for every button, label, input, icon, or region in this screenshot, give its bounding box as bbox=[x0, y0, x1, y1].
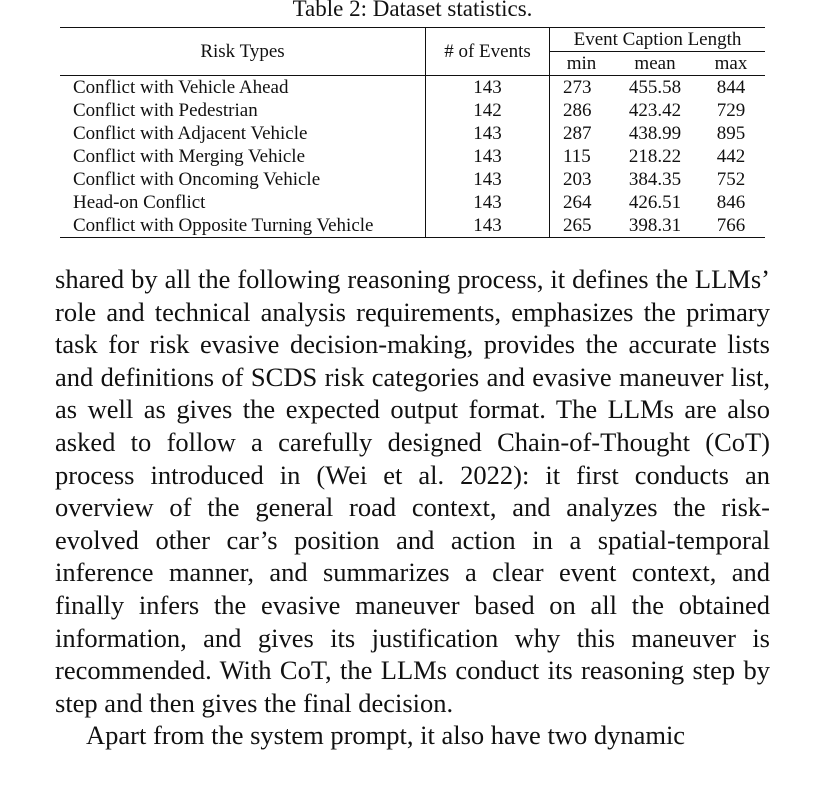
header-mean: mean bbox=[634, 53, 676, 74]
header-risk-types: Risk Types bbox=[60, 28, 426, 76]
risk-type-cell: Conflict with Oncoming Vehicle bbox=[60, 168, 426, 191]
risk-type-cell: Head-on Conflict bbox=[60, 191, 426, 214]
max-cell: 729 bbox=[716, 100, 746, 121]
min-cell: 265 bbox=[550, 214, 614, 238]
min-cell: 203 bbox=[563, 169, 592, 190]
min-cell: 286 bbox=[563, 100, 592, 121]
mean-cell: 398.31 bbox=[613, 214, 697, 238]
mean-cell: 438.99 bbox=[628, 123, 682, 144]
risk-type-cell: Conflict with Merging Vehicle bbox=[60, 145, 426, 168]
max-cell: 844 bbox=[697, 76, 765, 100]
mean-cell: 384.35 bbox=[628, 169, 682, 190]
table-caption: Table 2: Dataset statistics. bbox=[292, 0, 533, 21]
events-cell: 143 bbox=[426, 145, 550, 168]
events-cell: 143 bbox=[426, 122, 550, 145]
header-caption-length: Event Caption Length bbox=[550, 28, 766, 52]
table-row bbox=[60, 122, 765, 145]
max-cell: 846 bbox=[716, 192, 746, 213]
events-cell: 143 bbox=[426, 76, 550, 100]
table-row bbox=[60, 76, 765, 100]
risk-type-cell: Conflict with Adjacent Vehicle bbox=[60, 122, 426, 145]
mean-cell: 218.22 bbox=[628, 146, 682, 167]
table-row bbox=[60, 168, 765, 191]
mean-cell: 455.58 bbox=[613, 76, 697, 100]
events-cell: 143 bbox=[426, 168, 550, 191]
min-cell: 287 bbox=[563, 123, 592, 144]
table-row bbox=[60, 214, 765, 238]
min-cell: 273 bbox=[550, 76, 614, 100]
min-cell: 115 bbox=[563, 146, 591, 167]
paragraph: shared by all the following reasoning process, it defines the LLMs’ role and technical analysis requirements, emphasizes the primary task for risk evasive decision-making, provides the accurate lists and definitions of SCDS risk categories and evasive maneuver list, as well as gives the expected output format. The LLMs are also asked to follow a carefully designed Chain-of-Thought (CoT) process introduced in (Wei et al. 2022): it first conducts an overview of the general road context, and analyzes the risk-evolved other car’s position and action in a spatial-temporal inference manner, and summarizes a clear event context, and finally infers the evasive maneuver based on all the obtained information, and gives its justification why this maneuver is recommended. With CoT, the LLMs conduct its reasoning step by step and then gives the final decision. bbox=[55, 264, 770, 718]
dataset-statistics-table bbox=[60, 27, 765, 238]
risk-type-cell: Conflict with Pedestrian bbox=[60, 99, 426, 122]
min-cell: 264 bbox=[563, 192, 592, 213]
events-cell: 143 bbox=[426, 214, 550, 238]
header-min: min bbox=[566, 53, 597, 74]
paragraph: Apart from the system prompt, it also have two dynamic bbox=[86, 720, 686, 751]
header-max: max bbox=[714, 53, 748, 74]
events-cell: 142 bbox=[426, 99, 550, 122]
body-text bbox=[55, 263, 770, 752]
max-cell: 752 bbox=[716, 169, 746, 190]
max-cell: 895 bbox=[716, 123, 746, 144]
max-cell: 766 bbox=[697, 214, 765, 238]
table-row bbox=[60, 99, 765, 122]
events-cell: 143 bbox=[426, 191, 550, 214]
mean-cell: 426.51 bbox=[628, 192, 682, 213]
max-cell: 442 bbox=[716, 146, 746, 167]
table-row bbox=[60, 191, 765, 214]
header-num-events: # of Events bbox=[426, 28, 550, 76]
risk-type-cell: Conflict with Vehicle Ahead bbox=[60, 76, 426, 100]
mean-cell: 423.42 bbox=[628, 100, 682, 121]
table-row bbox=[60, 145, 765, 168]
risk-type-cell: Conflict with Opposite Turning Vehicle bbox=[60, 214, 426, 238]
